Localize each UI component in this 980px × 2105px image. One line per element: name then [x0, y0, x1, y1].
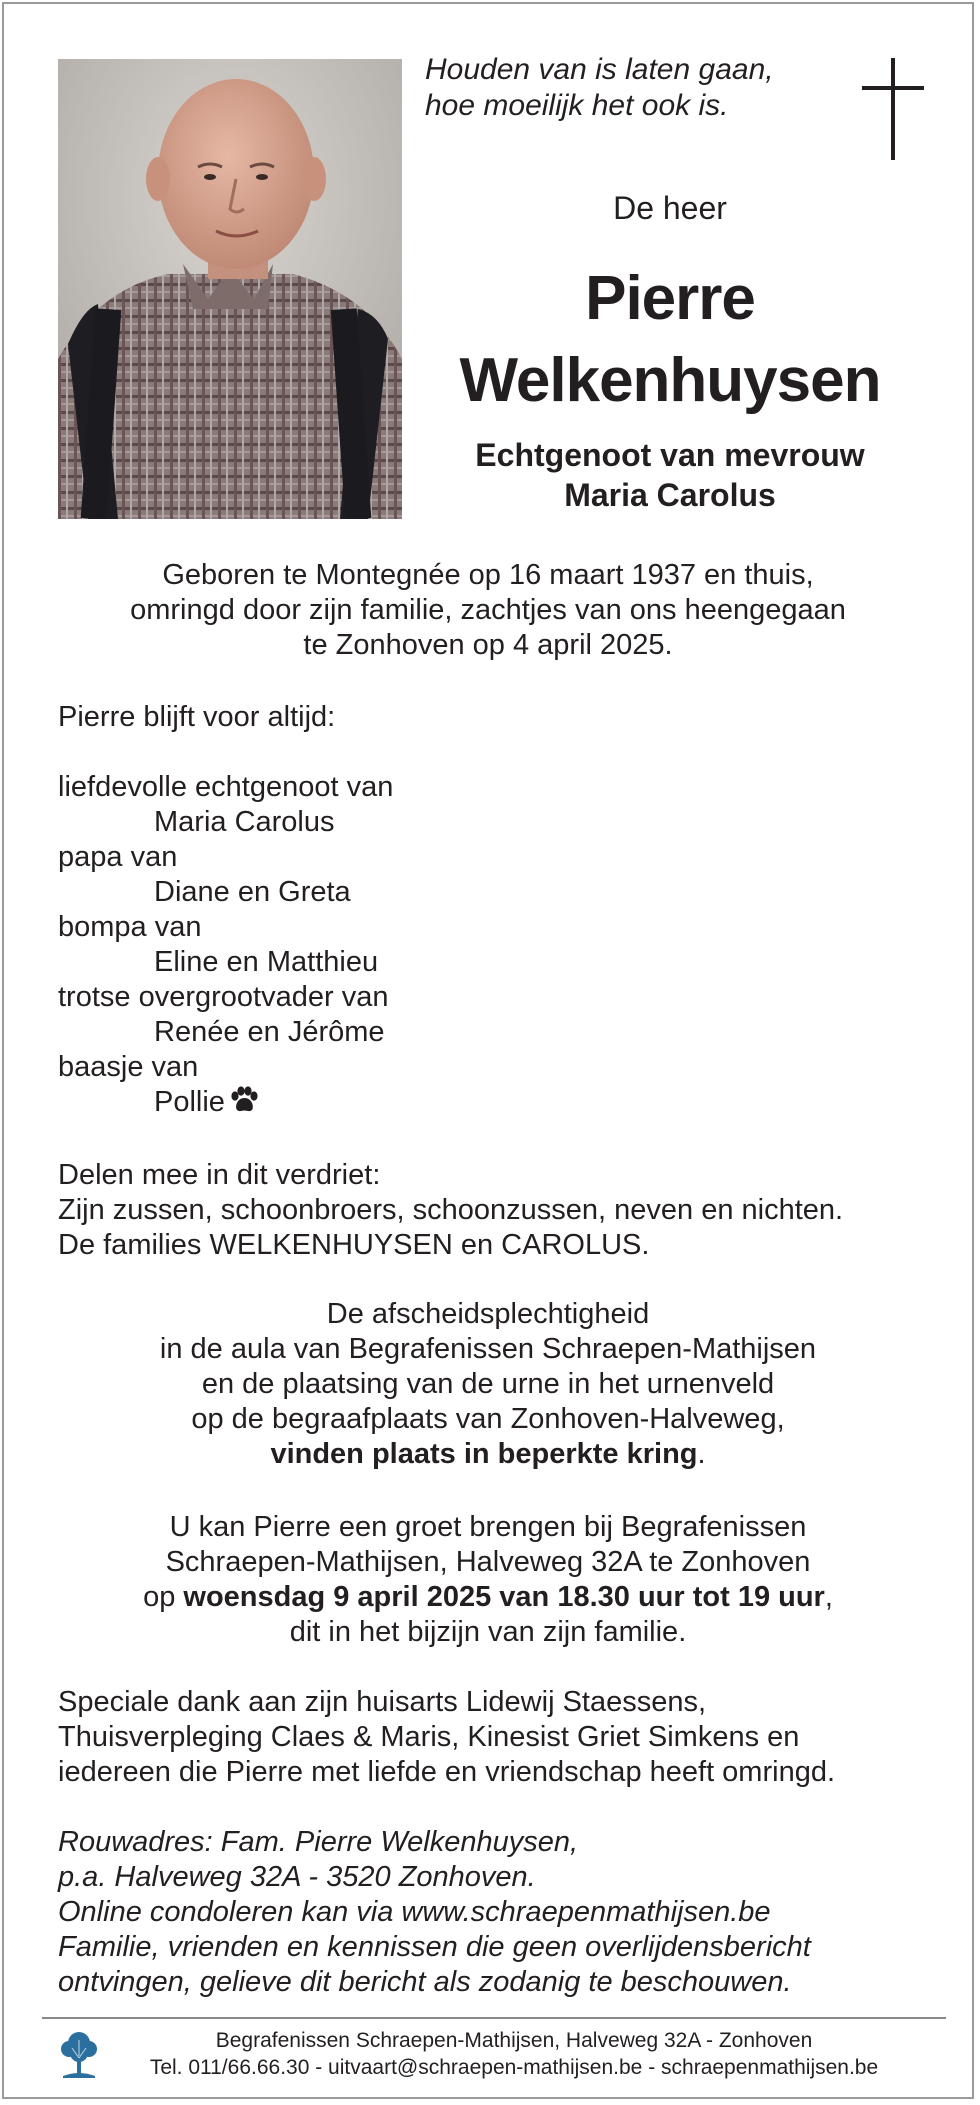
- visitation-line: dit in het bijzijn van zijn familie.: [289, 1616, 687, 1648]
- visitation-line: U kan Pierre een groet brengen bij Begrafenissen: [169, 1511, 807, 1543]
- address-line: Familie, vrienden en kennissen die geen overlijdensbericht: [58, 1931, 811, 1963]
- family-names: Maria Carolus: [154, 806, 335, 838]
- visitation-comma: ,: [824, 1581, 833, 1613]
- mourners-line: Delen mee in dit verdriet:: [58, 1159, 381, 1191]
- cross-icon: [862, 58, 924, 160]
- motto-line: Houden van is laten gaan,: [425, 53, 774, 86]
- family-role: baasje van: [58, 1051, 199, 1083]
- address-line: Rouwadres: Fam. Pierre Welkenhuysen,: [58, 1826, 579, 1858]
- tree-logo-icon: [58, 2028, 100, 2080]
- thanks-info: [58, 1685, 918, 1790]
- ceremony-line: in de aula van Begrafenissen Schraepen-Mathijsen: [159, 1333, 817, 1365]
- mourners-line: De families WELKENHUYSEN en CAROLUS.: [58, 1229, 650, 1261]
- visitation-prefix: op: [143, 1581, 184, 1613]
- footer-contact[interactable]: Tel. 011/66.66.30 - uitvaart@schraepen-mathijsen.be - schraepenmathijsen.be: [149, 2056, 879, 2079]
- motto: [425, 52, 815, 124]
- family-names: Eline en Matthieu: [154, 946, 379, 978]
- mourners-info: [58, 1158, 918, 1263]
- ceremony-line: op de begraafplaats van Zonhoven-Halveweg,: [191, 1403, 785, 1435]
- family-role: trotse overgrootvader van: [58, 981, 389, 1013]
- thanks-line: iedereen die Pierre met liefde en vriendschap heeft omringd.: [58, 1756, 836, 1788]
- deceased-name: [425, 258, 915, 422]
- paw-icon: [229, 1086, 259, 1114]
- thanks-line: Speciale dank aan zijn huisarts Lidewij Staessens,: [58, 1686, 707, 1718]
- birth-line: omringd door zijn familie, zachtjes van ons heengegaan: [130, 594, 846, 626]
- funeral-home-footer: [104, 2027, 924, 2081]
- family-pet: [58, 1085, 918, 1120]
- footer-divider: [42, 2017, 946, 2019]
- spouse-line: Echtgenoot van mevrouw: [475, 437, 865, 473]
- first-name: Pierre: [585, 264, 755, 333]
- ceremony-emphasis: vinden plaats in beperkte kring: [270, 1438, 698, 1470]
- portrait-photo: [58, 59, 402, 519]
- family-intro: Pierre blijft voor altijd:: [58, 701, 336, 733]
- last-name: Welkenhuysen: [459, 346, 881, 415]
- pet-name: Pollie: [154, 1086, 225, 1118]
- mourners-line: Zijn zussen, schoonbroers, schoonzussen, neven en nichten.: [58, 1194, 844, 1226]
- thanks-line: Thuisverpleging Claes & Maris, Kinesist Griet Simkens en: [58, 1721, 800, 1753]
- honorific: De heer: [613, 190, 727, 226]
- family-role: bompa van: [58, 911, 202, 943]
- condolence-link-line[interactable]: Online condoleren kan via www.schraepenmathijsen.be: [58, 1896, 771, 1928]
- family-role: liefdevolle echtgenoot van: [58, 771, 394, 803]
- spouse-info: [425, 435, 915, 515]
- family-role: papa van: [58, 841, 178, 873]
- mourning-address: [58, 1825, 918, 2000]
- visitation-datetime: woensdag 9 april 2025 van 18.30 uur tot 19 uur: [183, 1581, 825, 1613]
- address-line: p.a. Halveweg 32A - 3520 Zonhoven.: [58, 1861, 536, 1893]
- ceremony-info: [58, 1297, 918, 1472]
- family-names: Renée en Jérôme: [154, 1016, 385, 1048]
- family-list: [58, 770, 918, 1120]
- visitation-line: [58, 1580, 918, 1615]
- ceremony-period: .: [697, 1438, 706, 1470]
- visitation-info: [58, 1510, 918, 1650]
- ceremony-line: [58, 1437, 918, 1472]
- birth-line: Geboren te Montegnée op 16 maart 1937 en thuis,: [162, 559, 814, 591]
- ceremony-line: De afscheidsplechtigheid: [326, 1298, 650, 1330]
- ceremony-line: en de plaatsing van de urne in het urnenveld: [201, 1368, 775, 1400]
- spouse-name: Maria Carolus: [564, 477, 776, 513]
- family-names: Diane en Greta: [154, 876, 351, 908]
- motto-line: hoe moeilijk het ook is.: [425, 89, 729, 122]
- footer-address: Begrafenissen Schraepen-Mathijsen, Halveweg 32A - Zonhoven: [215, 2029, 813, 2052]
- birth-death-info: [58, 558, 918, 663]
- birth-line: te Zonhoven op 4 april 2025.: [303, 629, 673, 661]
- visitation-line: Schraepen-Mathijsen, Halveweg 32A te Zonhoven: [165, 1546, 811, 1578]
- address-line: ontvingen, gelieve dit bericht als zodanig te beschouwen.: [58, 1966, 792, 1998]
